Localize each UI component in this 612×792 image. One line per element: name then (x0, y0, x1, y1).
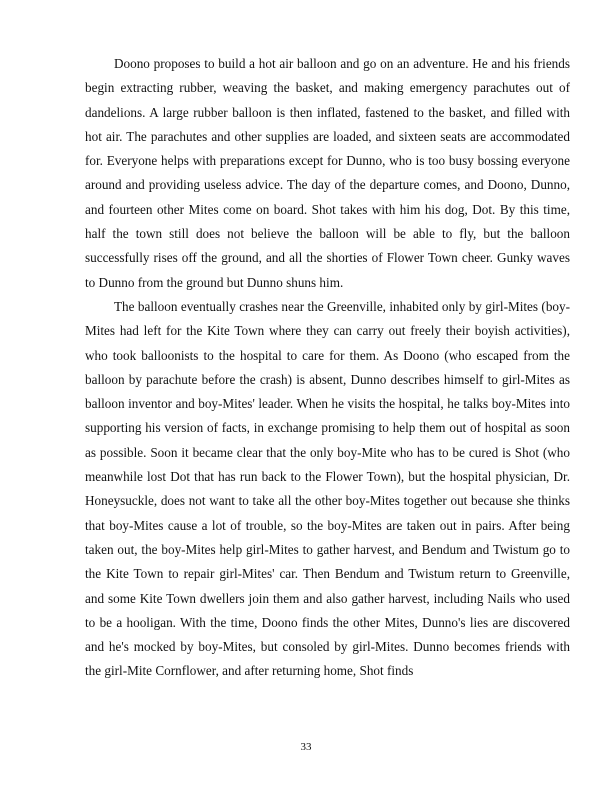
body-text (85, 52, 570, 684)
paragraph-1: Doono proposes to build a hot air balloon and go on an adventure. He and his friends begin extracting rubber, weaving the basket, and making emergency parachutes out of dandelions. A large rubber balloon is then inflated, fastened to the basket, and filled with hot air. The parachutes and other supplies are loaded, and sixteen seats are accommodated for. Everyone helps with preparations except for Dunno, who is too busy bossing everyone around and providing useless advice. The day of the departure comes, and Doono, Dunno, and fourteen other Mites come on board. Shot takes with him his dog, Dot. By this time, half the town still does not believe the balloon will be able to fly, but the balloon successfully rises off the ground, and all the shorties of Flower Town cheer. Gunky waves to Dunno from the ground but Dunno shuns him. (85, 56, 570, 290)
paragraph-2: The balloon eventually crashes near the Greenville, inhabited only by girl-Mites (boy-Mites had left for the Kite Town where they can carry out freely their boyish activities), who took balloonists to the hospital to care for them. As Doono (who escaped from the balloon by parachute before the crash) is absent, Dunno describes himself to girl-Mites as balloon inventor and boy-Mites' leader. When he visits the hospital, he talks boy-Mites into supporting his version of facts, in exchange promising to help them out of hospital as soon as possible. Soon it became clear that the only boy-Mite who has to be cured is Shot (who meanwhile lost Dot that has run back to the Flower Town), but the hospital physician, Dr. Honeysuckle, does not want to take all the other boy-Mites together out because she thinks that boy-Mites cause a lot of trouble, so the boy-Mites are taken out in pairs. After being taken out, the boy-Mites help girl-Mites to gather harvest, and Bendum and Twistum go to the Kite Town to repair girl-Mites' car. Then Bendum and Twistum return to Greenville, and some Kite Town dwellers join them and also gather harvest, including Nails who used to be a hooligan. With the time, Doono finds the other Mites, Dunno's lies are discovered and he's mocked by boy-Mites, but consoled by girl-Mites. Dunno becomes friends with the girl-Mite Cornflower, and after returning home, Shot finds (85, 298, 570, 679)
page-number: 33 (300, 741, 312, 753)
